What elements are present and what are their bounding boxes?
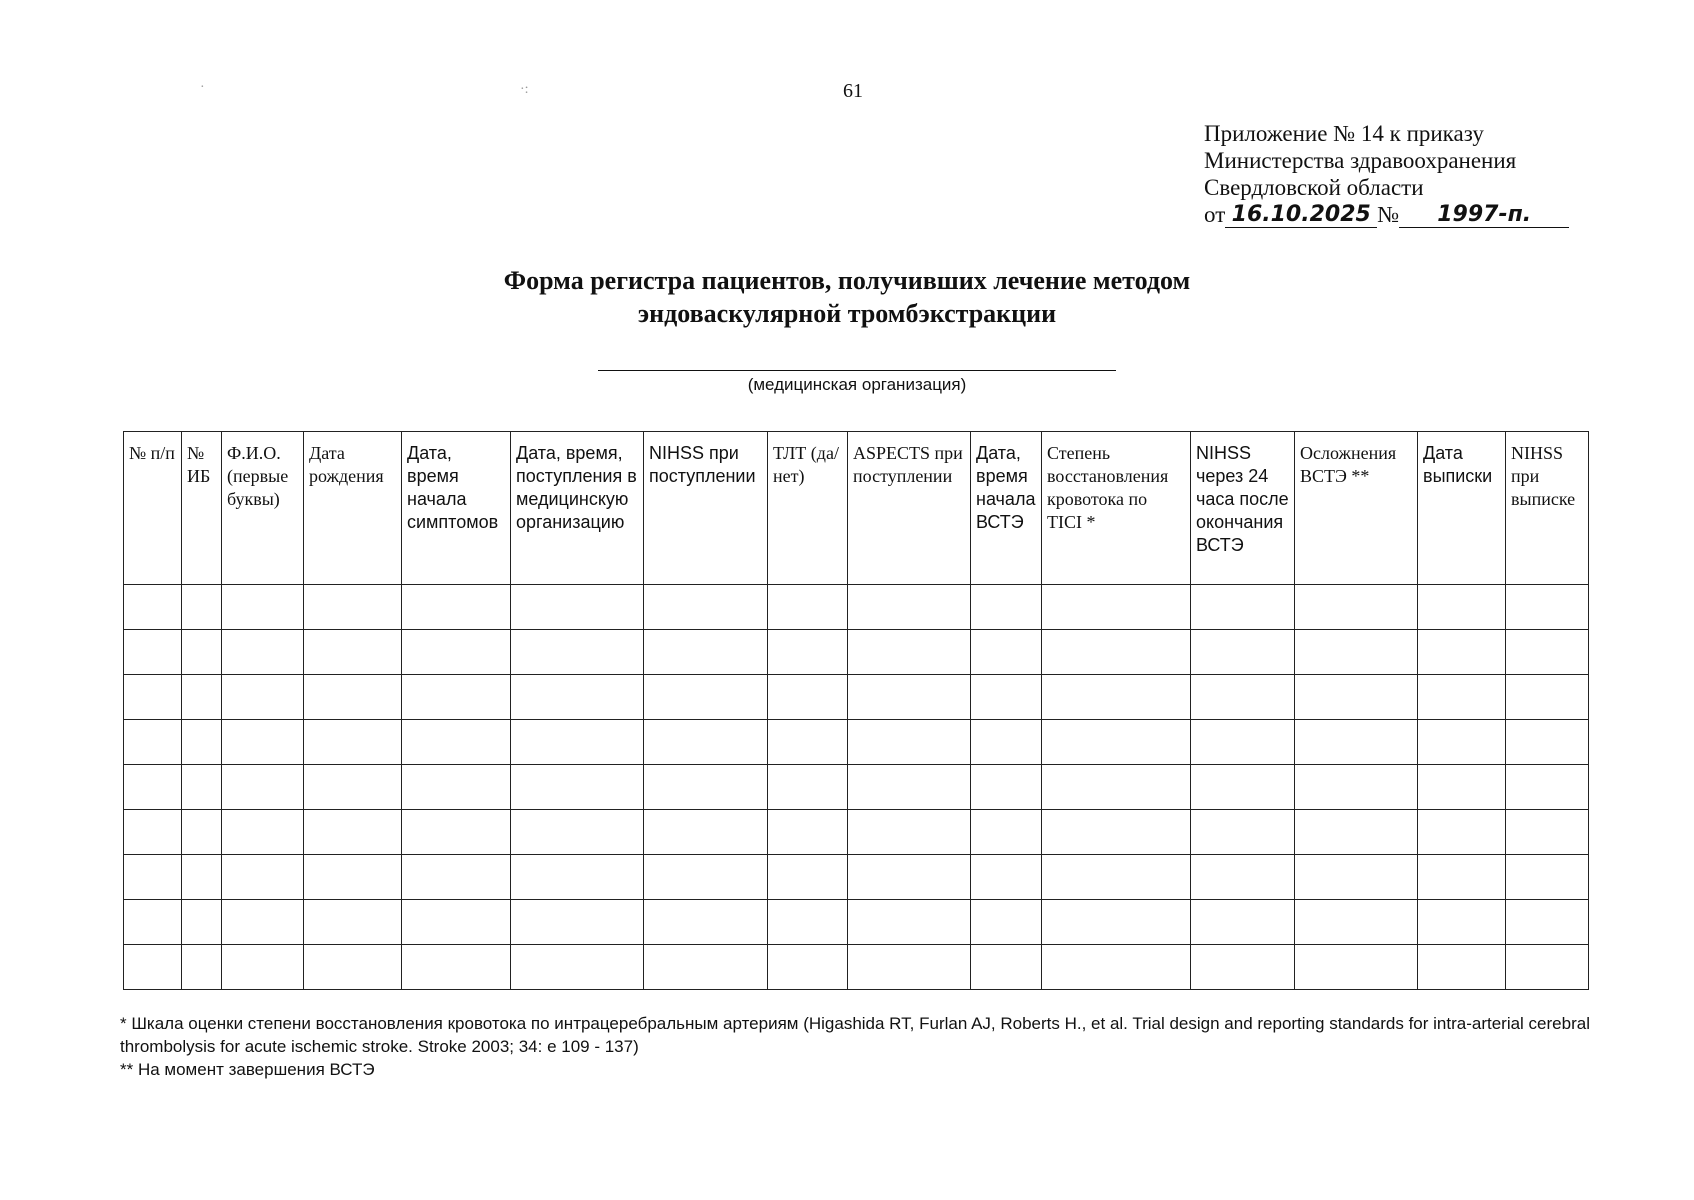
table-cell [511,945,644,990]
header-cell: ТЛТ (да/нет) [768,432,848,585]
table-cell [768,855,848,900]
table-cell [1506,945,1589,990]
table-cell [222,720,304,765]
table-cell [1191,720,1295,765]
header-cell: Дата, время, поступления в медицинскую организацию [511,432,644,585]
table-cell [222,900,304,945]
page-number: 61 [843,80,863,102]
table-cell [768,675,848,720]
order-number: 1997-п. [1399,203,1569,228]
table-cell [848,765,971,810]
header-cell: Дата, время начала ВСТЭ [971,432,1042,585]
table-cell [1191,855,1295,900]
table-cell [644,720,768,765]
footnote-2: ** На момент завершения ВСТЭ [120,1060,375,1079]
table-cell [768,585,848,630]
header-cell: Дата, время начала симптомов [402,432,511,585]
table-cell [1191,900,1295,945]
title-line-1: Форма регистра пациентов, получивших лечение методом [503,266,1191,295]
table-cell [1042,720,1191,765]
table-cell [1295,900,1418,945]
table-cell [124,900,182,945]
table-cell [1191,765,1295,810]
table-cell [1418,630,1506,675]
table-cell [768,945,848,990]
table-cell [304,630,402,675]
table-cell [768,765,848,810]
table-cell [971,675,1042,720]
table-cell [182,945,222,990]
table-cell [304,720,402,765]
table-cell [1042,765,1191,810]
table-row [124,900,1589,945]
document-title [300,264,1394,330]
table-cell [511,765,644,810]
table-cell [644,945,768,990]
header-cell: ASPECTS при поступлении [848,432,971,585]
table-cell [124,945,182,990]
header-cell: Осложнения ВСТЭ ** [1295,432,1418,585]
table-cell [1295,585,1418,630]
appendix-line-1: Приложение № 14 к приказу [1204,121,1484,146]
table-cell [1418,765,1506,810]
table-cell [124,720,182,765]
table-cell [1506,630,1589,675]
header-cell: NIHSS через 24 часа после окончания ВСТЭ [1191,432,1295,585]
table-cell [304,945,402,990]
table-cell [402,855,511,900]
table-cell [402,720,511,765]
table-cell [511,720,644,765]
table-cell [1191,630,1295,675]
table-cell [182,855,222,900]
header-cell: № ИБ [182,432,222,585]
table-cell [124,675,182,720]
table-cell [1295,765,1418,810]
table-cell [644,900,768,945]
table-cell [1506,720,1589,765]
header-cell: NIHSS при выписке [1506,432,1589,585]
table-cell [182,585,222,630]
table-cell [644,630,768,675]
table-row [124,630,1589,675]
table-cell [848,720,971,765]
table-cell [971,855,1042,900]
table-row [124,585,1589,630]
table-row [124,765,1589,810]
table-cell [182,900,222,945]
table-cell [1295,855,1418,900]
table-cell [1042,630,1191,675]
table-cell [644,855,768,900]
table-cell [182,765,222,810]
header-cell: Ф.И.О. (первые буквы) [222,432,304,585]
table-cell [971,720,1042,765]
table-cell [1042,900,1191,945]
header-cell: NIHSS при поступлении [644,432,768,585]
header-cell: Дата выписки [1418,432,1506,585]
table-cell [511,630,644,675]
table-body [124,585,1589,990]
table-cell [971,585,1042,630]
table-cell [644,675,768,720]
header-cell: Степень восстановления кровотока по TICI * [1042,432,1191,585]
table-cell [848,945,971,990]
table-cell [222,810,304,855]
table-cell [511,855,644,900]
table-cell [222,945,304,990]
table-cell [1295,945,1418,990]
title-line-2: эндоваскулярной тромбэкстракции [637,299,1057,328]
table-cell [1295,720,1418,765]
order-date: 16.10.2025 [1225,203,1377,228]
table-cell [768,900,848,945]
table-cell [304,810,402,855]
table-cell [971,630,1042,675]
table-cell [182,720,222,765]
table-cell [402,765,511,810]
scan-speck: ·: [520,82,529,97]
organization-blank-line [598,370,1116,371]
scan-speck: · [200,80,205,95]
table-cell [1418,585,1506,630]
table-cell [971,900,1042,945]
table-row [124,945,1589,990]
footnotes [120,1012,1590,1081]
table-cell [124,585,182,630]
table-cell [971,765,1042,810]
table-cell [222,585,304,630]
table-cell [124,855,182,900]
table-cell [124,810,182,855]
table-cell [402,585,511,630]
table-cell [402,810,511,855]
table-cell [1295,630,1418,675]
table-cell [1042,675,1191,720]
table-cell [644,585,768,630]
order-line [1204,201,1569,228]
table-cell [848,585,971,630]
table-cell [1418,945,1506,990]
table-cell [182,675,222,720]
table-cell [304,900,402,945]
table-cell [511,900,644,945]
table-cell [1418,855,1506,900]
table-cell [1506,855,1589,900]
table-cell [768,810,848,855]
table-cell [402,675,511,720]
table-cell [304,675,402,720]
table-cell [848,630,971,675]
table-cell [1191,585,1295,630]
header-cell: № п/п [124,432,182,585]
header-row [124,432,1589,585]
table-row [124,855,1589,900]
table-cell [1042,585,1191,630]
table-cell [1506,585,1589,630]
table-cell [222,630,304,675]
table-cell [848,810,971,855]
table-cell [768,720,848,765]
appendix-line-3: Свердловской области [1204,175,1424,200]
table-row [124,675,1589,720]
appendix-line-2: Министерства здравоохранения [1204,148,1517,173]
table-cell [1042,810,1191,855]
table-row [124,810,1589,855]
table-cell [1506,810,1589,855]
table-cell [511,810,644,855]
table-cell [1042,945,1191,990]
table-cell [511,675,644,720]
table-cell [222,855,304,900]
table-cell [971,945,1042,990]
table-cell [304,585,402,630]
table-cell [848,675,971,720]
number-label: № [1377,202,1400,227]
register-table [123,431,1589,990]
table-cell [1418,900,1506,945]
organization-caption: (медицинская организация) [747,375,967,394]
table-cell [1506,900,1589,945]
table-cell [124,630,182,675]
table-cell [304,855,402,900]
table-cell [304,765,402,810]
table-cell [222,765,304,810]
table-cell [402,900,511,945]
table-cell [848,855,971,900]
table-cell [1042,855,1191,900]
table-cell [644,810,768,855]
table-cell [1191,945,1295,990]
header-cell: Дата рождения [304,432,402,585]
table-cell [1418,675,1506,720]
table-cell [1191,810,1295,855]
from-label: от [1204,202,1226,227]
table-cell [1295,675,1418,720]
table-cell [1418,720,1506,765]
appendix-block [1204,120,1569,228]
table-cell [182,630,222,675]
table-row [124,720,1589,765]
table-cell [1506,675,1589,720]
table-cell [768,630,848,675]
table-cell [644,765,768,810]
table-cell [402,630,511,675]
footnote-1: * Шкала оценки степени восстановления кровотока по интрацеребральным артериям (Higashida RT, Furlan AJ, Roberts H., et al. Trial design and reporting standards for intra-arterial cerebral thrombolysis for acute ischemic stroke. Stroke 2003; 34: e 109 - 137) [120,1014,1590,1056]
table-cell [182,810,222,855]
table-cell [511,585,644,630]
table-cell [971,810,1042,855]
table-cell [1295,810,1418,855]
table-cell [1191,675,1295,720]
table-cell [1506,765,1589,810]
table-cell [124,765,182,810]
table-cell [848,900,971,945]
table-cell [222,675,304,720]
table-cell [402,945,511,990]
table-cell [1418,810,1506,855]
